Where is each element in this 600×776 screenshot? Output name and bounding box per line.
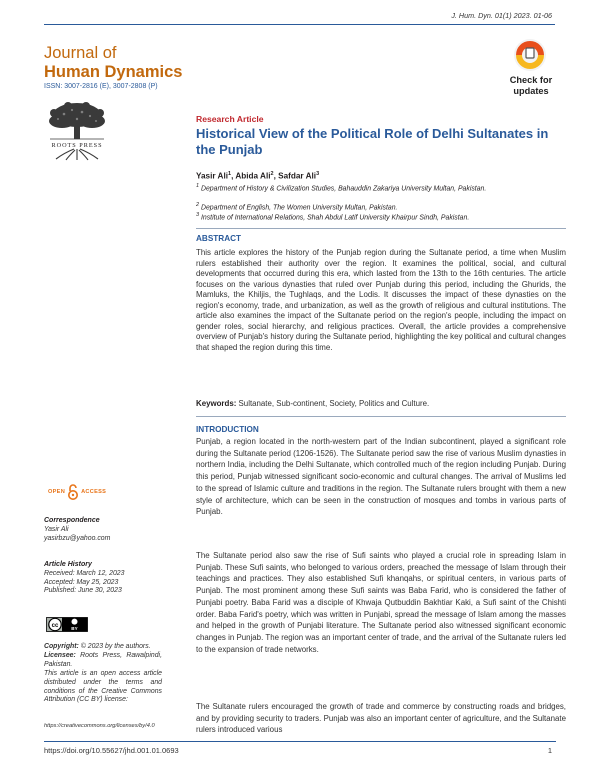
author-sup: 3 [316,171,320,177]
check-for-updates-line1: Check for [509,75,553,85]
affiliation-sup: 2 [196,202,200,208]
page-number: 1 [547,746,552,755]
open-access-logo [48,484,106,500]
keywords-label: Keywords: [196,399,237,408]
footer-rule [44,741,556,742]
affiliation [196,211,566,222]
licensee-label: Licensee: [44,651,76,659]
copyright-text: © 2023 by the authors. [80,643,151,650]
open-access-right: ACCESS [81,489,107,495]
author-sup: 2 [270,171,274,177]
header-rule [44,24,555,25]
open-access-left: OPEN [48,489,66,495]
cc-by-license-icon[interactable] [46,617,88,632]
keywords [196,399,566,408]
article-type: Research Article [196,114,264,124]
check-for-updates-label[interactable] [498,75,564,96]
correspondence-email[interactable]: yasirbzu@yahoo.com [44,534,111,542]
journal-name-line2: Human Dynamics [44,63,183,81]
journal-issn: ISSN: 3007-2816 (E), 3007-2808 (P) [44,83,158,90]
copyright-label: Copyright: [44,643,79,650]
affiliation-sup: 3 [196,212,200,218]
publisher-logo-text: ROOTS PRESS [51,142,103,149]
licensee-text: Roots Press, Rawalpindi, Pakistan. [44,651,162,668]
svg-text:cc: cc [51,622,59,629]
article-history-heading: Article History [44,561,92,568]
check-for-updates-line2: updates [513,85,549,96]
keywords-bottom-rule [196,416,566,417]
abstract-top-rule [196,228,566,229]
history-accepted: Accepted: May 25, 2023 [44,578,119,586]
open-lock-icon [67,484,79,500]
correspondence-heading: Correspondence [44,517,100,524]
doi-link[interactable]: https://doi.org/10.55627/jhd.001.01.0693 [44,746,179,755]
history-published: Published: June 30, 2023 [44,587,122,595]
affiliation-text: Department of History & Civilization Studies, Bahauddin Zakariya University Multan, Pakistan. [200,185,487,193]
affiliation-sup: 1 [196,183,200,189]
body-paragraph: The Sultanate rulers encouraged the growth of trade and commerce by constructing roads and bridges, and by providing security to traders. Punjab was also an important center of agriculture, and the Sultanate rulers introduced various [196,702,566,735]
license-text: This article is an open access article distributed under the terms and conditions of the Creative Commons Attribution (CC BY) license: [44,669,162,704]
keywords-text: Sultanate, Sub-continent, Society, Politics and Culture. [238,399,430,408]
author-name: Abida Ali [235,171,271,181]
running-header-citation: J. Hum. Dyn. 01(1) 2023. 01-06 [451,11,552,20]
author-list: Yasir Ali$^1$, Abida Ali$^2$, Safdar Ali$^3$ [196,171,320,181]
affiliation-text: Institute of International Relations, Shah Abdul Latif University Khairpur Sindh, Pakistan. [200,214,470,222]
author-name: Yasir Ali [196,171,229,181]
history-received: Received: March 12, 2023 [44,569,125,577]
article-history-block [44,561,164,596]
affiliation-text: Department of English, The Women University Multan, Pakistan. [200,204,398,212]
abstract-heading: ABSTRACT [196,234,242,243]
license-url-link[interactable]: https://creativecommons.org/licenses/by/4.0 [44,723,155,729]
cc-badge-text: BY [71,626,78,631]
journal-name-line1: Journal of [44,44,117,62]
author-sup: 1 [228,171,232,177]
license-block [44,643,162,705]
body-paragraph: The Sultanate period also saw the rise of Sufi saints who played a crucial role in spreading Islam in Punjab. These Sufi saints, who belonged to various orders, preached the message of Islam through their teachings and practices. They also established Sufi khanqahs, or spiritual centers, in various parts of Punjab. The most prominent among these Sufi saints was Baba Farid, who is considered the father of Punjabi poetry. Baba Farid was a disciple of Khwaja Qutbuddin Bakhtiar Kaki, a Sufi saint of the Chishti order. Baba Farid's poetry, which was written in Punjabi, spread the message of Islam among the masses and helped in the growth of Punjabi literature. The Sultanate period also witnessed significant economic changes in Punjab. The region was an important center of trade, and the arrival of the Sultanate rulers led to the expansion of trade networks. [196,551,566,654]
correspondence-block [44,517,164,543]
body-paragraph: Punjab, a region located in the north-western part of the Indian subcontinent, played a significant role during the Sultanate period (1206-1526). The Sultanate period saw the rise of various Muslim dynasties in northern India, including the Delhi Sultanate, which controlled much of the region including Punjab. During this period, Punjab witnessed significant socio-economic and cultural changes. The arrival of Muslims led to the spread of Islamic culture and traditions in the region. The Sultanate rulers brought with them a new style of architecture, which can be seen in the construction of mosques and tombs in various parts of Punjab. [196,437,566,517]
check-for-updates-icon[interactable] [513,38,547,72]
roots-press-tree-logo [44,101,110,161]
correspondence-name: Yasir Ali [44,525,69,533]
author-name: Safdar Ali [278,171,317,181]
affiliation [196,182,566,193]
abstract-text: This article explores the history of the Punjab region during the Sultanate period, a time when Muslim rulers established their authority over the region. It examines the political, social, and cultural developments that occurred during this era, which lasted from the 13th to the 16th centuries. The article focuses on the various dynasties that ruled over Punjab during this period, including the Ghurids, the Mamluks, the Khiljis, the Tughlaqs, and the Lodis. It discusses the impact of these dynasties on the region's economy, trade, and urbanization, as well as the growth of religious and cultural institutions. The article also examines the impact of the Sultanate period on the region's people, including the impact on gender roles, social hierarchy, and religious practices. Overall, the article provides a comprehensive overview of Punjab's history during the Sultanate period, highlighting the key political and cultural changes that shaped the region during this time. [196,248,566,352]
introduction-heading: INTRODUCTION [196,425,259,434]
article-title: Historical View of the Political Role of Delhi Sultanates in the Punjab [196,126,549,157]
